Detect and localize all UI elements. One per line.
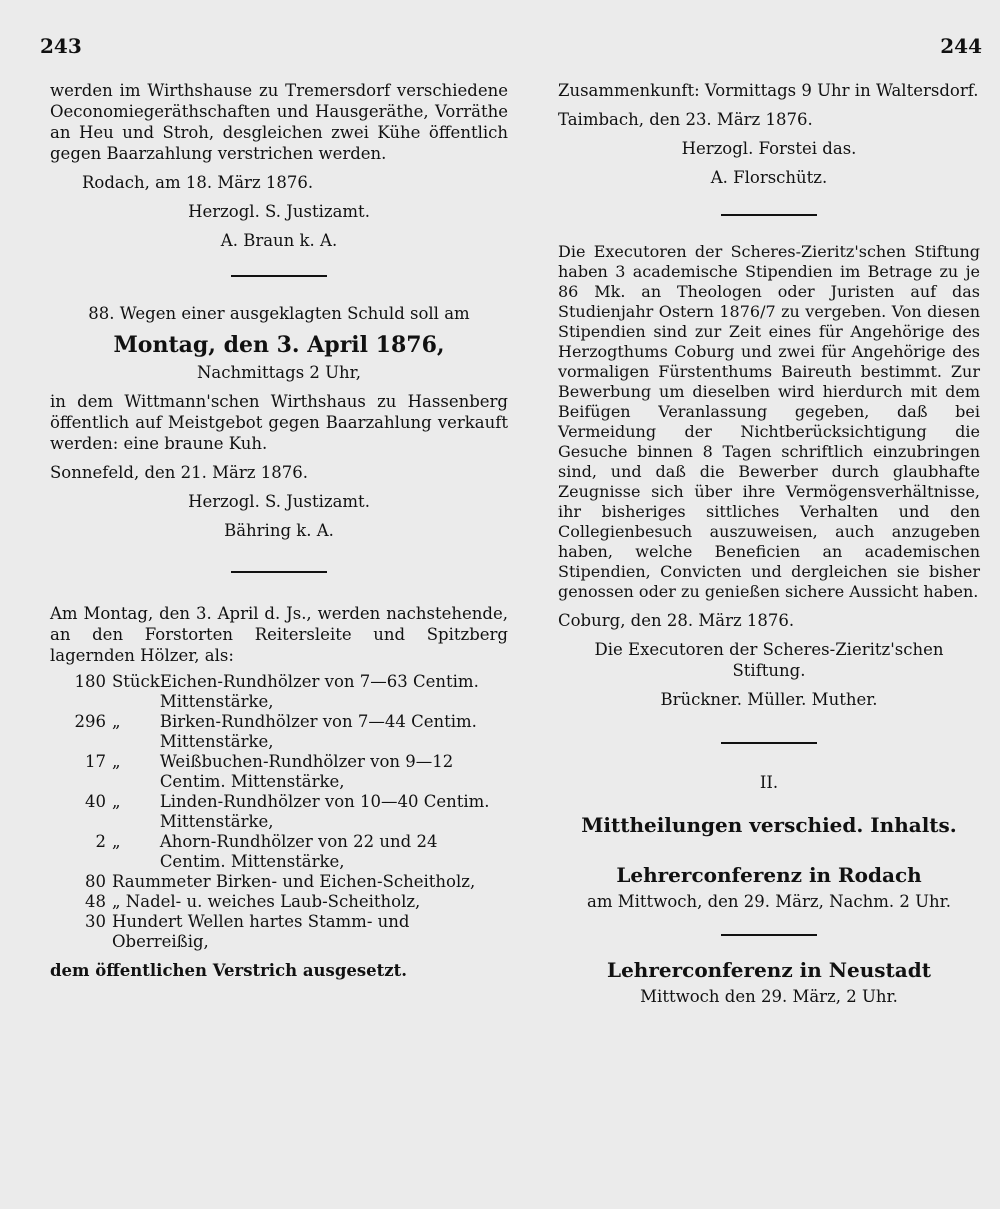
heading-rodach: Lehrerconferenz in Rodach: [616, 863, 922, 887]
timber-sale-intro: Am Montag, den 3. April d. Js., werden nachstehende, an den Forstorten Reitersleite und Spitzberg lagernden Hölzer, als:: [50, 604, 508, 665]
left-column: [50, 80, 508, 981]
notice-88-authority: Herzogl. S. Justizamt.: [188, 492, 370, 511]
list-item: 30 Hundert Wellen hartes Stamm- und Oberreißig,: [85, 912, 410, 951]
list-item: 180 Stück Eichen-Rundhölzer von 7—63 Centim. Mittenstärke,: [74, 672, 479, 711]
right-column: [558, 80, 980, 1007]
notice-88-signature: Bähring k. A.: [224, 521, 334, 540]
timber-sale-end: dem öffentlichen Verstrich ausgesetzt.: [50, 961, 408, 980]
stipend-notice: Die Executoren der Scheres-Zieritz'schen Stiftung haben 3 academische Stipendien im Betrage zu je 86 Mk. an Theologen oder Juristen auf das Studienjahr Ostern 1876/7 zu vergeben. Von diesen Stipendien sind zur Zeit eines für Angehörige des Herzogthums Coburg und zwei für Angehörige des vormaligen Fürstenthums Baireuth bestimmt. Zur Bewerbung um dieselben wird hierdurch mit dem Beifügen Veranlassung gegeben, daß bei Vermeidung der Nichtberücksichtigung die Gesuche binnen 8 Tagen schriftlich einzubringen sind, und daß die Bewerber durch glaubhafte Zeugnisse sich über ihre Vermögensverhältnisse, ihr bisheriges sittliches Verhalten und den Collegienbesuch auszuweisen, auch anzugeben haben, welche Beneficien an academischen Stipendien, Convicten und dergleichen sie bisher genossen oder zu genießen sichere Aussicht haben.: [558, 242, 980, 601]
section-number: II.: [759, 773, 779, 792]
divider: [721, 742, 817, 744]
stipend-authority: Die Executoren der Scheres-Zieritz'schen Stiftung.: [594, 640, 944, 680]
list-item: 296 „ Birken-Rundhölzer von 7—44 Centim. Mittenstärke,: [74, 712, 477, 751]
notice-waltersdorf-place-date: Taimbach, den 23. März 1876.: [558, 110, 813, 129]
page-number-left: 243: [40, 34, 82, 58]
stipend-signatures: Brückner. Müller. Muther.: [660, 690, 878, 709]
page-number-right: 244: [940, 34, 982, 58]
notice-place-date: Rodach, am 18. März 1876.: [82, 173, 314, 192]
timber-list: [50, 672, 508, 952]
list-item: 2 „ Ahorn-Rundhölzer von 22 und 24 Centim. Mittenstärke,: [95, 832, 438, 871]
list-item: 48 „ Nadel- u. weiches Laub-Scheitholz,: [85, 892, 421, 911]
list-item: 40 „ Linden-Rundhölzer von 10—40 Centim. Mittenstärke,: [85, 792, 490, 831]
heading-neustadt: Lehrerconferenz in Neustadt: [607, 958, 931, 982]
notice-waltersdorf-authority: Herzogl. Forstei das.: [681, 139, 857, 158]
notice-88-intro: 88. Wegen einer ausgeklagten Schuld soll am: [88, 304, 470, 323]
notice-authority: Herzogl. S. Justizamt.: [188, 202, 370, 221]
notice-tremersdorf: werden im Wirthshause zu Tremersdorf verschiedene Oeconomiegeräthschaften und Hausgeräthe, Vorräthe an Heu und Stroh, desgleichen zwei Kühe öffentlich gegen Baarzahlung verstrichen werden.: [50, 81, 508, 163]
divider: [721, 214, 817, 216]
section-title: Mittheilungen verschied. Inhalts.: [581, 813, 957, 837]
notice-88-body: in dem Wittmann'schen Wirthshaus zu Hassenberg öffentlich auf Meistgebot gegen Baarzahlung verkauft werden: eine braune Kuh.: [50, 392, 508, 453]
notice-signature: A. Braun k. A.: [220, 231, 338, 250]
notice-88-time: Nachmittags 2 Uhr,: [196, 363, 362, 382]
list-item: 80 Raummeter Birken- und Eichen-Scheitholz,: [85, 872, 476, 891]
notice-88-date: Montag, den 3. April 1876,: [113, 332, 445, 358]
divider: [231, 571, 327, 573]
list-item: 17 „ Weißbuchen-Rundhölzer von 9—12 Centim. Mittenstärke,: [85, 752, 454, 791]
heading-rodach-sub: am Mittwoch, den 29. März, Nachm. 2 Uhr.: [587, 892, 951, 911]
divider: [721, 934, 817, 936]
notice-88-place-date: Sonnefeld, den 21. März 1876.: [50, 463, 308, 482]
notice-waltersdorf-signature: A. Florschütz.: [710, 168, 828, 187]
stipend-place-date: Coburg, den 28. März 1876.: [558, 611, 795, 630]
heading-neustadt-sub: Mittwoch den 29. März, 2 Uhr.: [640, 987, 898, 1006]
notice-waltersdorf: Zusammenkunft: Vormittags 9 Uhr in Waltersdorf.: [558, 81, 979, 100]
divider: [231, 275, 327, 277]
